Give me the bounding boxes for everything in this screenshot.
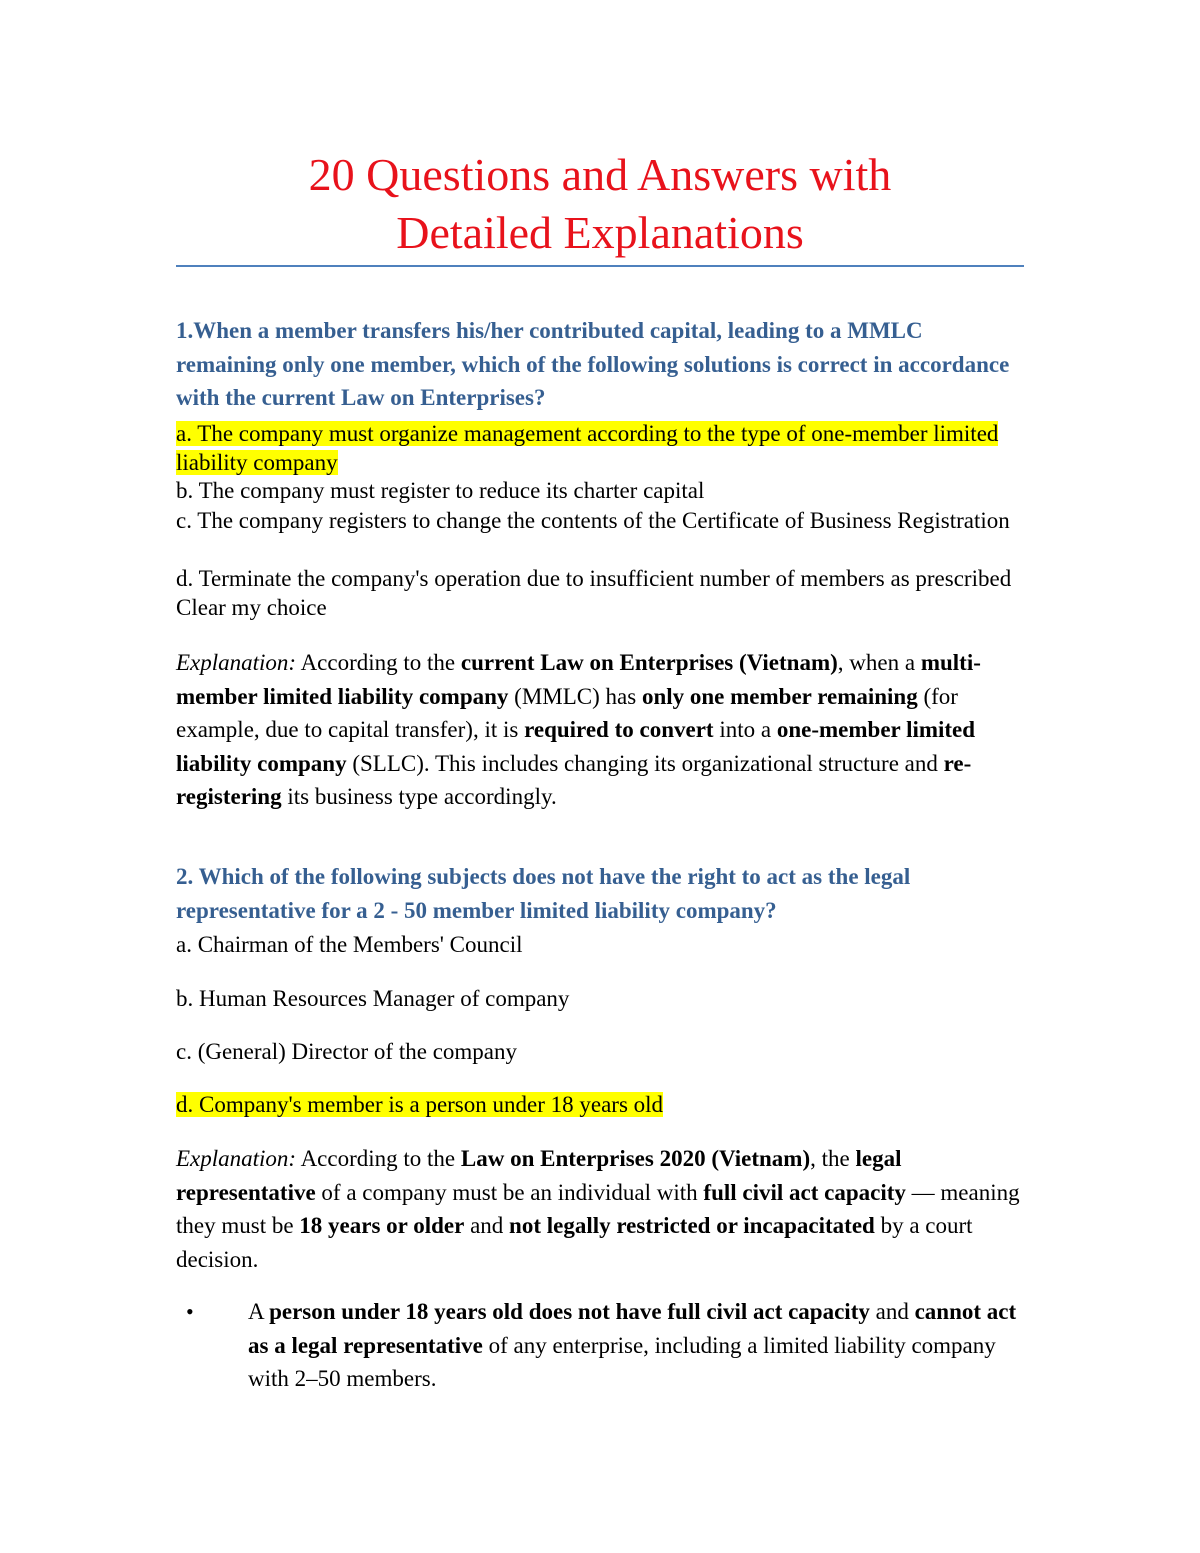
- bullet-plain: of any enterprise, including a limited liability company with 2–50 members.: [248, 1332, 996, 1391]
- explanation-text: , the: [810, 1146, 856, 1171]
- document-title: [176, 146, 1024, 262]
- bullet-icon: •: [186, 1299, 194, 1324]
- explanation-bold: re-registering: [176, 750, 972, 809]
- question-2-option-c: c. (General) Director of the company: [176, 1039, 518, 1064]
- question-1-option-a: [176, 419, 1024, 477]
- title-divider: [176, 265, 1024, 267]
- explanation-bold: only one member remaining: [641, 683, 918, 709]
- bullet-plain: A: [248, 1299, 270, 1324]
- explanation-bold: current Law on Enterprises (Vietnam): [460, 650, 838, 675]
- question-2-explanation: [176, 1142, 1024, 1276]
- explanation-bold: required to convert: [524, 717, 714, 742]
- explanation-bold: full civil act capacity: [703, 1179, 906, 1205]
- explanation-text: , when a: [837, 650, 921, 675]
- title-line-1: 20 Questions and Answers with: [308, 149, 892, 200]
- bullet-bold: cannot act as a legal representative: [248, 1299, 1017, 1358]
- explanation-text: (MMLC) has: [508, 683, 642, 709]
- question-2-option-d: [176, 1090, 1024, 1119]
- correct-answer-highlight: d. Company's member is a person under 18 years old: [176, 1092, 664, 1117]
- title-line-2: Detailed Explanations: [396, 207, 804, 258]
- question-1: 1.When a member transfers his/her contributed capital, leading to a MMLC remaining only one member, which of the following solutions is correct in accordance with the current Law on Enterprises?: [176, 318, 1010, 410]
- question-2-option-b: b. Human Resources Manager of company: [176, 986, 570, 1011]
- explanation-text: According to the: [296, 650, 461, 675]
- bullet-bold: person under 18 years old does not have full civil act capacity: [269, 1299, 870, 1324]
- explanation-bold: 18 years or older: [299, 1213, 465, 1238]
- question-2-option-a: a. Chairman of the Members' Council: [176, 932, 523, 957]
- explanation-text: into a: [713, 717, 777, 742]
- question-2: 2. Which of the following subjects does not have the right to act as the legal representative for a 2 - 50 member limited liability company?: [176, 864, 911, 923]
- question-1-option-d: d. Terminate the company's operation due to insufficient number of members as prescribed Clear my choice: [176, 566, 1012, 620]
- explanation-text: by a court decision.: [176, 1213, 973, 1272]
- question-1-option-b: b. The company must register to reduce its charter capital: [176, 478, 705, 503]
- explanation-text: (SLLC). This includes changing its organizational structure and: [346, 750, 944, 776]
- explanation-bold: one-member limited liability company: [176, 717, 976, 776]
- bullet-text: [248, 1295, 1024, 1396]
- correct-answer-highlight: a. The company must organize management according to the type of one-member limited liability company: [176, 421, 999, 475]
- explanation-label: Explanation:: [176, 650, 297, 675]
- explanation-bold: Law on Enterprises 2020 (Vietnam): [460, 1146, 811, 1171]
- explanation-text: its business type accordingly.: [281, 784, 557, 809]
- explanation-text: of a company must be an individual with: [315, 1179, 704, 1205]
- explanation-label: Explanation:: [176, 1146, 297, 1171]
- explanation-text: According to the: [296, 1146, 461, 1171]
- question-1-explanation: [176, 646, 1024, 814]
- bullet-plain: and: [869, 1299, 915, 1324]
- question-1-option-c: c. The company registers to change the contents of the Certificate of Business Registration: [176, 508, 1010, 533]
- explanation-text: (for example, due to capital transfer), it is: [176, 683, 958, 742]
- explanation-text: — meaning they must be: [176, 1179, 1020, 1238]
- explanation-bold: not legally restricted or incapacitated: [509, 1213, 875, 1238]
- explanation-text: and: [464, 1213, 510, 1238]
- explanation-bold: legal representative: [176, 1146, 902, 1205]
- explanation-bold: multi-member limited liability company: [176, 650, 981, 709]
